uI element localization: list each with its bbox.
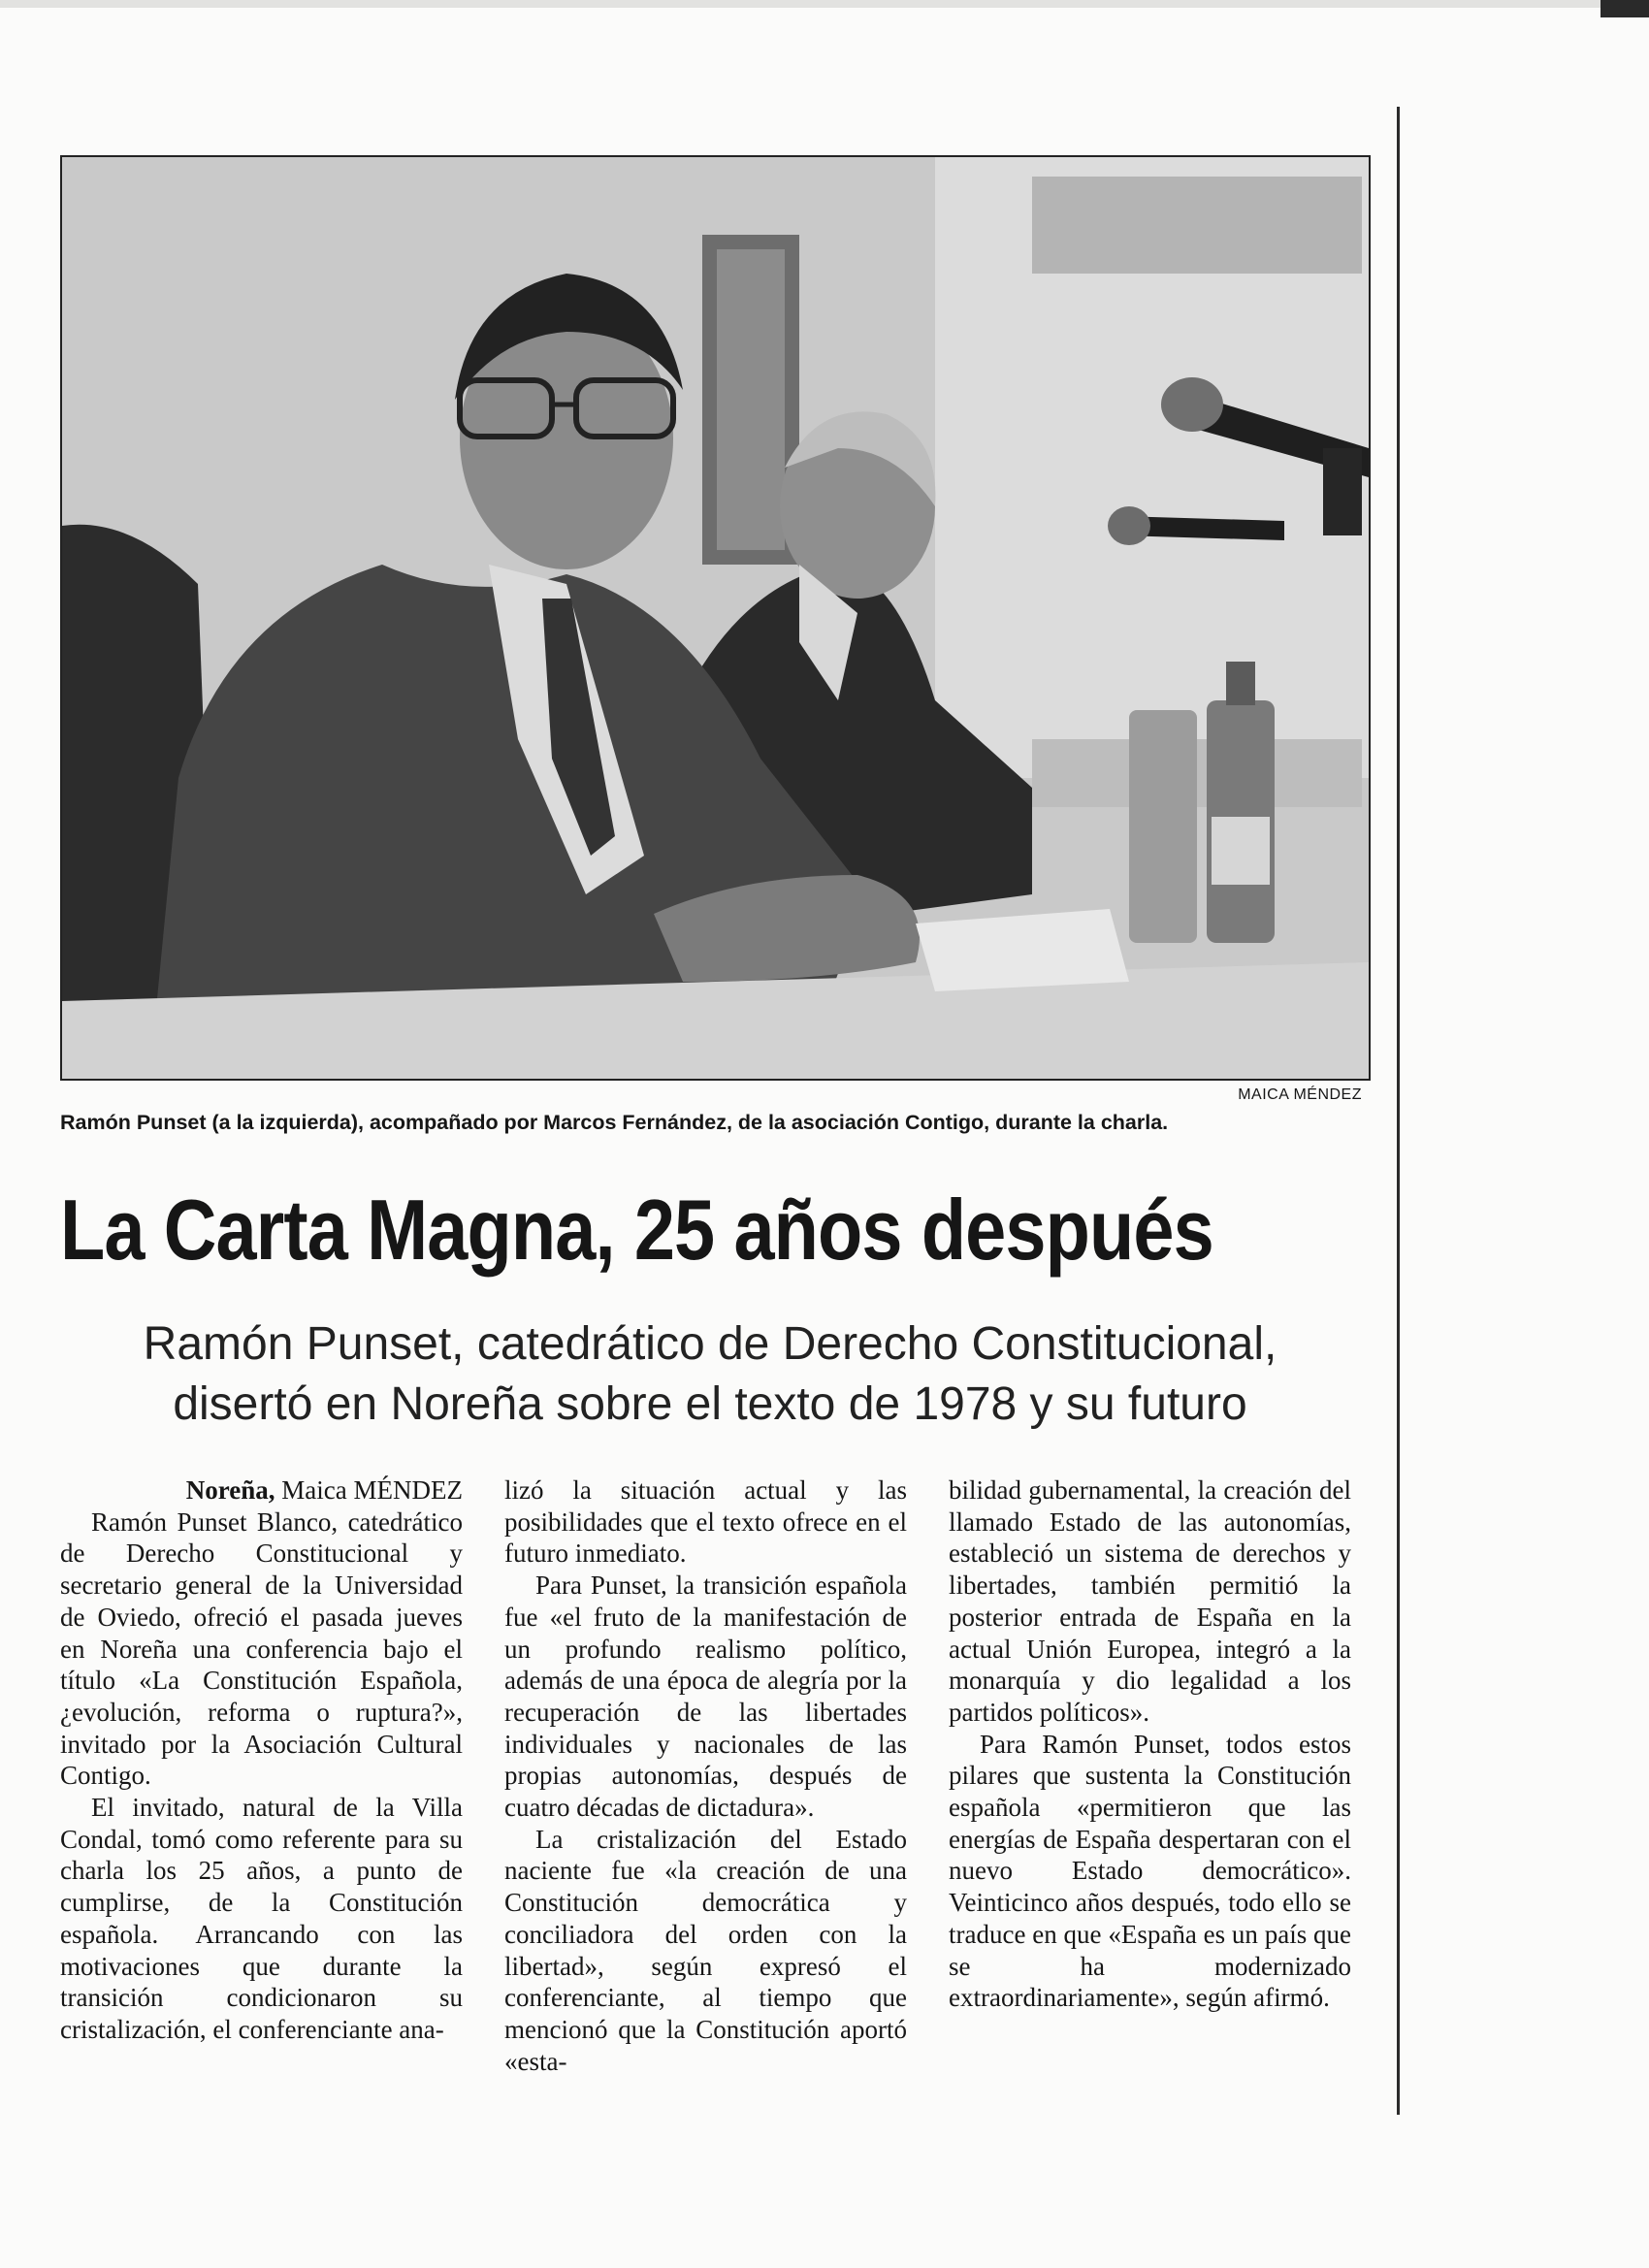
byline-place: Noreña, (185, 1475, 275, 1505)
text-column-1 (60, 1474, 463, 2046)
paragraph: La cristalización del Estado naciente fue «la creación de una Constitución democrática y conciliadora del orden con la libertad», según expresó el conferenciante, al tiempo que mencionó que la Constitución aportó «esta- (504, 1824, 907, 2076)
byline (60, 1474, 463, 1507)
paragraph: lizó la situación actual y las posibilidades que el texto ofrece en el futuro inmediato. (504, 1475, 907, 1569)
paragraph: El invitado, natural de la Villa Condal, tomó como referente para su charla los 25 años, a punto de cumplirse, de la Constitución española. Arrancando con las motivaciones que durante la transición condicionaron su cristalización, el conferenciante ana- (60, 1793, 463, 2044)
paragraph: bilidad gubernamental, la creación del llamado Estado de las autonomías, estableció un sistema de derechos y libertades, también permitió la posterior entrada de España en la actual Unión Europea, integró a la monarquía y dio legalidad a los partidos políticos». (949, 1475, 1351, 1727)
article-photo (60, 155, 1371, 1081)
paragraph: Para Punset, la transición española fue «el fruto de la manifestación de un profundo realismo político, además de una época de alegría por la recuperación de las libertades individuales y nacionales de las propias autonomías, después de cuatro décadas de dictadura». (504, 1571, 907, 1823)
subheadline (60, 1314, 1360, 1435)
byline-author: Maica MÉNDEZ (281, 1475, 463, 1505)
subhead-line-1: Ramón Punset, catedrático de Derecho Constitucional, (143, 1318, 1277, 1370)
photo-caption: Ramón Punset (a la izquierda), acompañado por Marcos Fernández, de la asociación Contigo, durante la charla. (60, 1111, 1169, 1134)
text-column-3 (949, 1474, 1351, 2014)
scan-corner-shadow (1600, 0, 1649, 17)
scan-edge (0, 0, 1649, 8)
subhead-line-2: disertó en Noreña sobre el texto de 1978 y su futuro (173, 1378, 1247, 1430)
photo-credit: MAICA MÉNDEZ (1238, 1086, 1362, 1103)
headline: La Carta Magna, 25 años después (60, 1182, 1213, 1278)
photo-illustration (62, 157, 1369, 1079)
text-column-2 (504, 1474, 907, 2077)
paragraph: Para Ramón Punset, todos estos pilares que sustenta la Constitución española «permitieron que las energías de España despertaran con el nuevo Estado democrático». Veinticinco años después, todo ello se traduce en que «España es un país que se ha modernizado extraordinariamente», según afirmó. (949, 1729, 1351, 2013)
paragraph: Ramón Punset Blanco, catedrático de Derecho Constitucional y secretario general de la Universidad de Oviedo, ofreció el pasada jueves en Noreña una conferencia bajo el título «La Constitución Española, ¿evolución, reforma o ruptura?», invitado por la Asociación Cultural Contigo. (60, 1507, 463, 1791)
column-rule (1397, 107, 1400, 2115)
